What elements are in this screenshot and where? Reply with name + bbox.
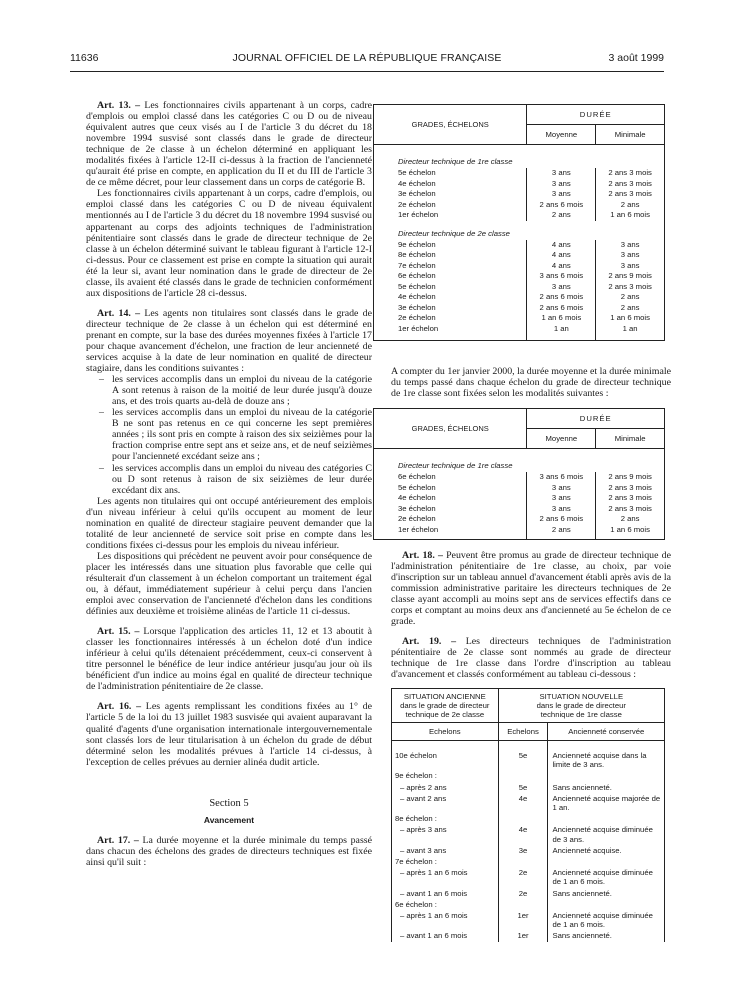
duration-moyenne: 3 ans [527,483,596,494]
journal-title: JOURNAL OFFICIEL DE LA RÉPUBLIQUE FRANÇAISE [232,52,502,64]
table-row [392,930,665,941]
new-echelon: 1er [498,910,548,930]
table-row [374,449,665,473]
old-echelon: – après 2 ans [392,782,499,793]
group-title: Directeur technique de 1re classe [398,157,513,166]
duration-moyenne: 2 ans [527,525,596,540]
table-row [392,888,665,899]
duration-minimale: 2 ans 3 mois [596,168,665,179]
empty-cell [596,221,665,240]
article-14: Art. 14. – Les agents non titulaires sont classés dans le grade de directeur technique de 2e classe à un échelon qui est déterminé en prenant en compte, sur la base des durées moyennes fixées à l'article 17 pour chaque avancement d'échelon, une fraction de leur ancienneté de services acquise à la date de leur nomination en qualité de directeur stagiaire, dans les conditions suivantes : [86,307,373,375]
duration-minimale: 3 ans [596,240,665,251]
table-row [374,282,665,293]
old-echelon: 10e échelon [392,741,499,771]
reclassification-table [391,688,665,942]
new-echelon: 5e [498,782,548,793]
table-row [374,250,665,261]
list-item: – les services accomplis dans un emploi du niveau des catégories C ou D sont retenus à raison de six seizièmes de leur durée excédant dix ans. [86,463,372,496]
page-header [70,52,664,66]
duration-moyenne: 3 ans [527,168,596,179]
old-echelon: – après 3 ans [392,824,499,844]
duration-minimale: 2 ans [596,303,665,314]
anciennete-conservee: Sans ancienneté. [548,888,665,899]
article-15: Art. 15. – Lorsque l'application des articles 11, 12 et 13 aboutit à classer les fonctionnaires intéressés à un échelon doté d'un indice inférieur à celui qu'ils détenaient précédemment, ceux-ci conservent à titre personnel le bénéfice de leur indice antérieur jusqu'au jour où ils bénéficient d'un indice au moins égal en qualité de directeur technique de l'administration pénitentiaire de 2e classe. [86,626,373,693]
table-row [374,210,665,221]
new-echelon [498,813,548,824]
duration-minimale: 2 ans 9 mois [596,271,665,282]
new-echelon: 4e [498,824,548,844]
anciennete-conservee: Ancienneté acquise diminuée de 3 ans. [548,824,665,844]
article-18: Art. 18. – Peuvent être promus au grade de directeur technique de l'administration pénitentiaire de 1re classe, au choix, par voie d'inscription sur un tableau annuel d'avancement établi après avis de la commission administrative paritaire les directeurs techniques de 2e classe ayant accompli au moins sept ans de services effectifs dans ce corps et comptant au moins deux ans d'ancienneté au 5e échelon de ce grade. [391,550,671,628]
section-heading: Section 5 [209,797,249,809]
issue-date: 3 août 1999 [608,52,664,64]
new-echelon [498,899,548,910]
table-row [374,483,665,494]
table-row [392,813,665,824]
duration-moyenne: 3 ans 6 mois [527,271,596,282]
new-echelon: 2e [498,867,548,887]
duration-minimale: 2 ans 3 mois [596,179,665,190]
table-row [374,324,665,341]
echelon-label: 1er échelon [398,323,439,333]
col-header-echelons-new: Echelons [498,723,548,741]
col-header-minimale: Minimale [596,429,665,449]
col-header-moyenne: Moyenne [527,429,596,449]
echelon-label: 1er échelon [398,524,439,534]
echelon-label: 9e échelon [398,239,436,249]
duration-minimale: 2 ans 3 mois [596,189,665,200]
echelon-label: 5e échelon [398,168,436,177]
echelon-label: 1er échelon [398,210,439,219]
section-title: Avancement [203,814,255,825]
table-row [392,845,665,856]
header-new-situation: SITUATION NOUVELLE dans le grade de directeur technique de 1re classe [498,689,664,723]
new-echelon: 3e [498,845,548,856]
table-row [392,782,665,793]
duration-minimale: 3 ans [596,250,665,261]
anciennete-conservee: Ancienneté acquise majorée de 1 an. [548,793,665,813]
table-row [374,179,665,190]
duration-minimale: 2 ans [596,200,665,211]
empty-cell [596,449,665,473]
duration-moyenne: 1 an [527,324,596,341]
duration-moyenne: 3 ans 6 mois [527,472,596,483]
article-number: Art. 13. – [97,100,141,111]
article-number: Art. 14. – [97,307,141,319]
paragraph: Les dispositions qui précèdent ne peuvent avoir pour conséquence de placer les intéressés dans une situation plus favorable que celle qui résulterait d'un classement à un échelon comportant un traitement égal ou, à défaut, immédiatement supérieur à celui perçu dans l'ancien emploi avec conservation de l'ancienneté d'échelon dans les conditions définies aux deuxième et troisième alinéas de l'article 11 ci-dessus. [86,550,372,618]
paragraph: Les agents non titulaires qui ont occupé antérieurement des emplois d'un niveau inférieur à celui qu'ils occupent au moment de leur nomination en qualité de directeur stagiaire peuvent demander que la totalité de leur ancienneté de service soit prise en compte dans les conditions fixées ci-dessus pour les emplois du niveau inférieur. [86,495,372,551]
duration-minimale: 1 an [596,324,665,341]
list-item: – les services accomplis dans un emploi du niveau de la catégorie A sont retenus à raison de la moitié de leur durée jusqu'à douze ans, et des trois quarts au-delà de douze ans ; [86,374,372,407]
anciennete-conservee: Ancienneté acquise dans la limite de 3 ans. [548,741,665,771]
table-row [392,899,665,910]
article-16: Art. 16. – Les agents remplissant les conditions fixées au 1° de l'article 5 de la loi du 13 juillet 1983 susvisée qui avaient auparavant la qualité d'agents d'une organisation internationale intergouvernementale sont classés lors de leur titularisation à un échelon du grade de début déterminé selon les modalités prévues à l'article 14 ci-dessus, à l'exception de celles prévues au dernier alinéa dudit article. [86,701,372,768]
table-row [374,292,665,303]
old-echelon: – avant 2 ans [392,793,499,813]
table-row [392,770,665,781]
duration-moyenne: 3 ans [527,179,596,190]
col-header-moyenne: Moyenne [527,125,596,145]
table-row [374,271,665,282]
paragraph: Les fonctionnaires civils appartenant à un corps, cadre d'emplois, ou emploi classé dans les catégories C ou D de niveau équivalent mentionnés au I de l'article 3 du décret du 18 novembre 1994 susvisé ou appartenant au corps des adjoints techniques de l'administration pénitentiaire sont classés dans le grade de directeur technique de 2e classe à un échelon déterminé suivant le tableau figurant à l'article 12-I ci-dessus. Pour ce classement est prise en compte la situation qui aurait été la leur si, avant leur nomination dans le grade de directeur de 2e classe, ils avaient été classés dans le grade de technicien conformément aux dispositions de l'article 28 ci-dessus. [86,188,372,299]
echelon-label: 3e échelon [398,189,436,198]
col-header-anciennete: Ancienneté conservée [548,723,665,741]
table-row [374,261,665,272]
duration-moyenne: 1 an 6 mois [527,313,596,324]
new-echelon: 2e [498,888,548,899]
duration-minimale: 1 an 6 mois [596,313,665,324]
article-number: Art. 15. – [97,626,140,638]
duration-table-1 [373,104,665,341]
old-echelon: 7e échelon : [392,856,499,867]
table-row [392,824,665,844]
duration-minimale: 2 ans 3 mois [596,282,665,293]
table-row [374,493,665,504]
duration-minimale: 3 ans [596,261,665,272]
duration-moyenne: 3 ans [527,504,596,515]
table-row [374,472,665,483]
list-item: – les services accomplis dans un emploi du niveau de la catégorie B ne sont pas retenus en ce qui concerne les sept premières années ; ils sont pris en compte à raison des six seizièmes pour la fraction comprise entre sept ans et seize ans, et de neuf seizièmes pour l'ancienneté excédant seize ans ; [86,407,372,462]
page-number: 11636 [70,52,99,64]
col-header-echelons-old: Echelons [392,723,499,741]
header-old-situation: SITUATION ANCIENNE dans le grade de directeur technique de 2e classe [392,689,499,723]
empty-cell [527,449,596,473]
col-header-minimale: Minimale [596,125,665,145]
duration-moyenne: 2 ans [527,210,596,221]
table-row [374,504,665,515]
duration-moyenne: 3 ans [527,282,596,293]
paragraph-2000: A compter du 1er janvier 2000, la durée moyenne et la durée minimale du temps passé dans chaque échelon du grade de directeur technique de 1re classe sont fixées selon les modalités suivantes : [391,365,671,399]
right-text [391,550,671,681]
old-echelon: – après 1 an 6 mois [392,910,499,930]
anciennete-conservee: Ancienneté acquise diminuée de 1 an 6 mois. [548,867,665,887]
echelon-label: 6e échelon [398,472,436,481]
table-row [374,168,665,179]
old-echelon: – après 1 an 6 mois [392,867,499,887]
duration-moyenne: 2 ans 6 mois [527,514,596,525]
echelon-label: 7e échelon [398,260,436,270]
article-17: Art. 17. – La durée moyenne et la durée minimale du temps passé dans chacun des échelons des grades de directeurs techniques est fixée ainsi qu'il suit : [86,834,373,868]
left-column [86,100,372,868]
echelon-label: 4e échelon [398,178,436,188]
echelon-label: 2e échelon [398,313,436,322]
duration-minimale: 2 ans [596,292,665,303]
duration-table-2 [373,408,665,540]
new-echelon: 4e [498,793,548,813]
old-echelon: 8e échelon : [392,813,499,824]
article-19: Art. 19. – Les directeurs techniques de l'administration pénitentiaire de 2e classe sont nommés au grade de directeur technique de 1re classe dans l'ordre d'inscription au tableau d'avancement et classés conformément au tableau ci-dessous : [391,636,672,681]
article-number: Art. 16. – [97,701,142,713]
article-number: Art. 18. – [402,550,443,561]
duration-minimale: 2 ans 3 mois [596,504,665,515]
duration-moyenne: 3 ans [527,189,596,200]
table-row [374,221,665,240]
new-echelon [498,856,548,867]
old-echelon: 9e échelon : [392,770,499,781]
duration-moyenne: 4 ans [527,261,596,272]
echelon-label: 3e échelon [398,302,436,312]
table-row [374,189,665,200]
header-rule [70,71,664,72]
table-row [374,303,665,314]
anciennete-conservee: Sans ancienneté. [548,930,665,941]
duration-moyenne: 2 ans 6 mois [527,200,596,211]
new-echelon: 5e [498,741,548,771]
table-row [392,741,665,771]
echelon-label: 5e échelon [398,482,436,492]
duration-minimale: 1 an 6 mois [596,210,665,221]
echelon-label: 4e échelon [398,292,436,301]
duration-minimale: 2 ans 9 mois [596,472,665,483]
duration-moyenne: 3 ans [527,493,596,504]
anciennete-conservee: Ancienneté acquise. [548,845,665,856]
empty-cell [596,145,665,169]
echelon-label: 5e échelon [398,281,436,291]
duration-moyenne: 2 ans 6 mois [527,292,596,303]
duration-minimale: 2 ans 3 mois [596,493,665,504]
col-header-duree: DURÉE [527,409,665,429]
table-row [392,856,665,867]
old-echelon: – avant 1 an 6 mois [392,930,499,941]
table-row [374,240,665,251]
anciennete-conservee: Ancienneté acquise diminuée de 1 an 6 mois. [548,910,665,930]
empty-cell [527,145,596,169]
table-row [374,525,665,540]
old-echelon: 6e échelon : [392,899,499,910]
old-echelon: – avant 1 an 6 mois [392,888,499,899]
table-row [392,867,665,887]
group-title: Directeur technique de 1re classe [398,461,513,470]
anciennete-conservee [548,813,665,824]
table-row [374,145,665,169]
duration-minimale: 2 ans [596,514,665,525]
table-row [374,313,665,324]
duration-minimale: 1 an 6 mois [596,525,665,540]
anciennete-conservee [548,770,665,781]
new-echelon [498,770,548,781]
table-row [374,200,665,211]
anciennete-conservee [548,856,665,867]
empty-cell [527,221,596,240]
col-header-grade: GRADES, ÉCHELONS [374,105,527,145]
echelon-label: 2e échelon [398,199,436,209]
table-row [392,793,665,813]
col-header-grade: GRADES, ÉCHELONS [374,409,527,449]
duration-moyenne: 4 ans [527,250,596,261]
anciennete-conservee: Sans ancienneté. [548,782,665,793]
article-13: Art. 13. – Les fonctionnaires civils appartenant à un corps, cadre d'emplois ou emploi classé dans les catégories C ou D ou de niveau équivalent autres que ceux visés au I de l'article 3 du décret du 18 novembre 1994 susvisé sont classés dans le grade de directeur technique de 2e classe à un échelon déterminé en appliquant les modalités fixées à l'article 12-II ci-dessus à la fraction de l'ancienneté qu'aurait été prise en compte, en application du II et du III de l'article 3 de ce même décret, pour leur classement dans un corps de catégorie B. [86,100,372,189]
echelon-label: 3e échelon [398,503,436,513]
article-number: Art. 19. – [402,636,457,648]
old-echelon: – avant 3 ans [392,845,499,856]
duration-moyenne: 4 ans [527,240,596,251]
echelon-label: 8e échelon [398,250,436,259]
col-header-duree: DURÉE [527,105,665,125]
table-row [392,910,665,930]
duration-minimale: 2 ans 3 mois [596,483,665,494]
article-number: Art. 17. – [97,834,139,846]
anciennete-conservee [548,899,665,910]
table-row [374,514,665,525]
duration-moyenne: 2 ans 6 mois [527,303,596,314]
group-title: Directeur technique de 2e classe [398,228,510,238]
echelon-label: 6e échelon [398,271,436,280]
echelon-label: 2e échelon [398,514,436,523]
new-echelon: 1er [498,930,548,941]
echelon-label: 4e échelon [398,493,436,502]
